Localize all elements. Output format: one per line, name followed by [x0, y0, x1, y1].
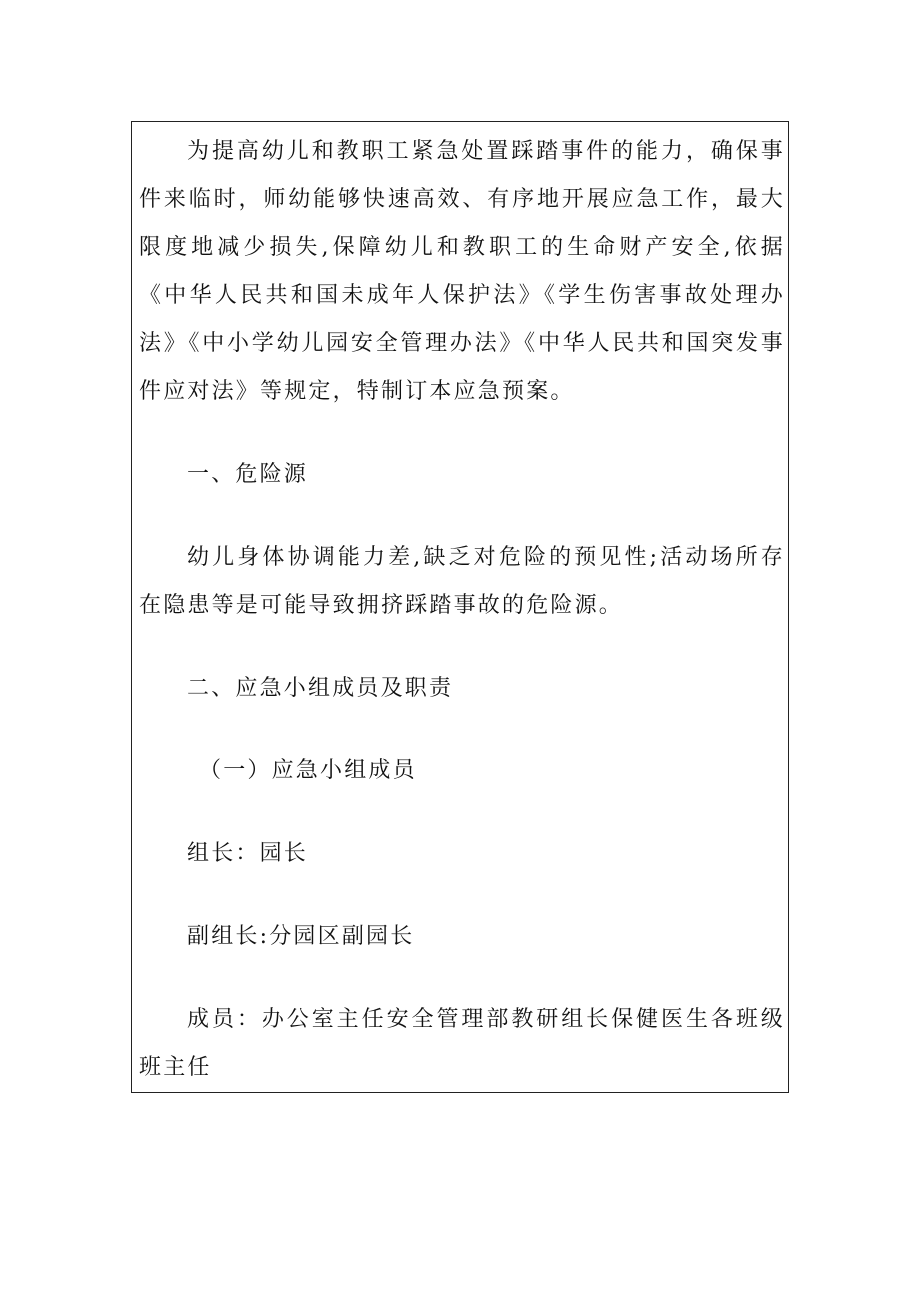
team-deputy-leader: 副组长:分园区副园长: [187, 924, 415, 949]
section-heading-emergency-team: 二、应急小组成员及职责: [187, 676, 454, 701]
section-heading-hazards: 一、危险源: [187, 462, 309, 487]
team-leader: 组长：园长: [187, 841, 309, 866]
subsection-heading-team-members: （一）应急小组成员: [199, 758, 417, 783]
document-body: [139, 128, 785, 1092]
hazards-paragraph: 幼儿身体协调能力差,缺乏对危险的预见性;活动场所存在隐患等是可能导致拥挤踩踏事故的危险源。: [139, 545, 785, 618]
team-members: 成员：办公室主任安全管理部教研组长保健医生各班级班主任: [139, 1007, 785, 1080]
intro-paragraph: 为提高幼儿和教职工紧急处置踩踏事件的能力，确保事件来临时，师幼能够快速高效、有序地开展应急工作，最大限度地减少损失,保障幼儿和教职工的生命财产安全,依据《中华人民共和国未成年人保护法》《学生伤害事故处理办法》《中小学幼儿园安全管理办法》《中华人民共和国突发事件应对法》等规定，特制订本应急预案。: [139, 139, 785, 404]
